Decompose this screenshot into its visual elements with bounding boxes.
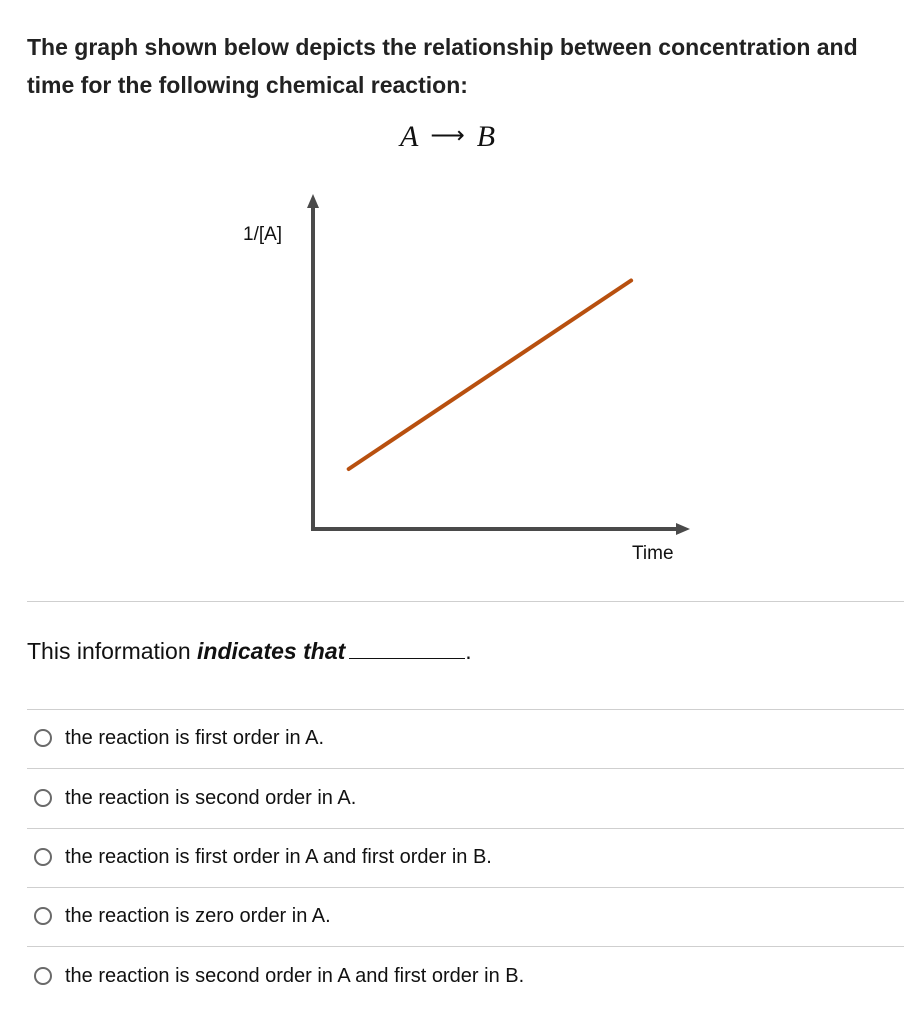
- answer-option-label: the reaction is first order in A.: [65, 726, 325, 749]
- y-axis-arrowhead: [307, 194, 319, 208]
- radio-button-icon[interactable]: [34, 848, 52, 866]
- x-axis-arrowhead: [676, 523, 690, 535]
- product-label: B: [476, 120, 496, 153]
- prompt-text-bold: indicates that: [197, 638, 346, 664]
- radio-button-icon[interactable]: [34, 967, 52, 985]
- answer-option-label: the reaction is second order in A.: [65, 786, 357, 809]
- answer-option[interactable]: [34, 956, 524, 996]
- divider: [27, 828, 904, 829]
- answer-option[interactable]: [34, 778, 356, 818]
- concentration-time-chart: [0, 180, 910, 580]
- reaction-arrow-icon: ⟶: [430, 123, 465, 149]
- answer-blank: [349, 642, 465, 659]
- radio-button-icon[interactable]: [34, 729, 52, 747]
- divider: [27, 946, 904, 947]
- divider: [27, 768, 904, 769]
- divider: [27, 709, 904, 710]
- radio-button-icon[interactable]: [34, 789, 52, 807]
- radio-button-icon[interactable]: [34, 907, 52, 925]
- series-group: [349, 281, 631, 470]
- series-line: [349, 281, 631, 470]
- reactant-label: A: [400, 120, 419, 153]
- answer-option[interactable]: [34, 718, 324, 758]
- y-axis-label: 1/[A]: [243, 224, 283, 245]
- prompt-text-before: This information: [27, 638, 198, 664]
- question-text: The graph shown below depicts the relationship between concentration and time for the following chemical reaction:: [27, 34, 858, 98]
- answer-option-label: the reaction is zero order in A.: [65, 904, 331, 927]
- prompt-text: [27, 638, 472, 665]
- answer-option[interactable]: [34, 837, 492, 877]
- answer-option-label: the reaction is first order in A and first order in B.: [65, 845, 492, 868]
- divider: [27, 601, 904, 602]
- divider: [27, 887, 904, 888]
- answer-option[interactable]: [34, 896, 331, 936]
- answer-option-label: the reaction is second order in A and first order in B.: [65, 964, 525, 987]
- reaction-equation: [400, 120, 495, 154]
- prompt-text-after: .: [465, 638, 472, 664]
- x-axis-label: Time: [632, 543, 674, 564]
